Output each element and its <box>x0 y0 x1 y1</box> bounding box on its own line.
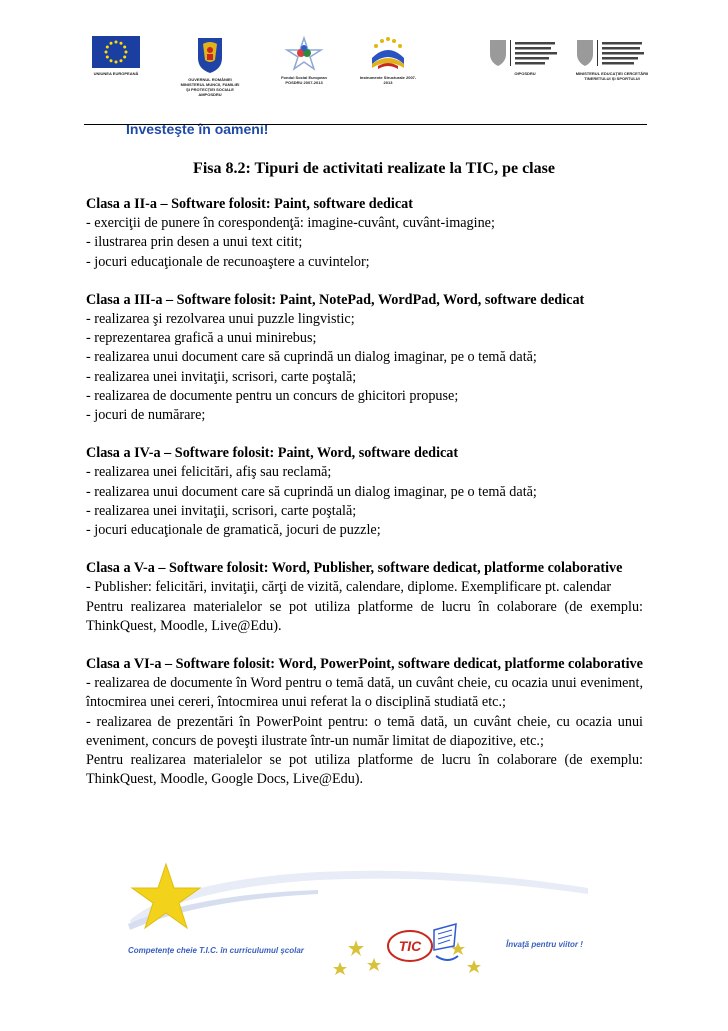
eu-flag-icon <box>92 36 140 68</box>
footer-banner <box>118 860 618 990</box>
header-divider <box>84 124 647 125</box>
section-heading: Clasa a IV-a – Software folosit: Paint, Word, software dedicat <box>86 445 459 462</box>
paragraph: Pentru realizarea materialelor se pot utiliza platforme de lucru în colaborare (de exemplu: ThinkQuest, Moodle, Google Docs, Live@Edu). <box>86 752 643 788</box>
star-icon <box>348 940 364 956</box>
list-item: - jocuri de numărare; <box>86 407 206 424</box>
list-item: - realizarea unui document care să cuprindă un dialog imaginar, pe o temă dată; <box>86 349 537 366</box>
section-clasa-5 <box>86 559 643 636</box>
list-item: - realizarea unei invitaţii, scrisori, carte poştală; <box>86 502 357 519</box>
section-heading: Clasa a VI-a – Software folosit: Word, PowerPoint, software dedicat, platforme colaborative <box>86 656 643 673</box>
document-body <box>86 195 643 808</box>
tic-logo-icon <box>388 924 458 961</box>
list-item: - Publisher: felicitări, invitaţii, cărţi de vizită, calendare, diplome. Exemplificare pt. calendar <box>86 579 612 596</box>
list-item: - realizarea unei invitaţii, scrisori, carte poştală; <box>86 368 357 385</box>
section-clasa-6 <box>86 655 643 789</box>
instrumente-structurale-logo-icon <box>366 36 410 72</box>
government-logo <box>180 36 240 97</box>
paragraph: Pentru realizarea materialelor se pot utiliza platforme de lucru în colaborare (de exemplu: ThinkQuest, Moodle, Live@Edu). <box>86 598 643 634</box>
logo-caption: UNIUNEA EUROPEANĂ <box>93 71 139 76</box>
logo-caption: OIPOSDRU <box>514 71 536 76</box>
section-heading: Clasa a III-a – Software folosit: Paint, NotePad, WordPad, Word, software dedicat <box>86 291 585 308</box>
list-item: - ilustrarea prin desen a unui text citit; <box>86 234 303 251</box>
star-icon <box>333 962 347 975</box>
instrumente-structurale-logo <box>358 36 418 85</box>
section-heading: Clasa a II-a – Software folosit: Paint, software dedicat <box>86 196 413 212</box>
list-item: - realizarea de prezentări în PowerPoint pentru: o temă dată, un cuvânt cheie, cu ocazia unui eveniment, concurs de poveşti ilustrate într-un număr limitat de diapozitive, etc.; <box>86 713 643 749</box>
ministry-crest-icon <box>573 36 651 68</box>
list-item: - jocuri educaţionale de recunoaştere a cuvintelor; <box>86 253 370 270</box>
section-clasa-2 <box>86 195 643 272</box>
section-clasa-3 <box>86 291 643 425</box>
eu-logo <box>92 36 140 76</box>
fse-star-logo-icon <box>284 36 324 72</box>
list-item: - realizarea unei felicitări, afiş sau reclamă; <box>86 464 332 481</box>
logo-caption: Instrumente Structurale 2007-2013 <box>359 75 417 85</box>
romania-coat-of-arms-icon <box>195 36 225 74</box>
star-icon <box>367 958 381 971</box>
list-item: - realizarea unui document care să cuprindă un dialog imaginar, pe o temă dată; <box>86 483 537 500</box>
list-item: - reprezentarea grafică a unui minirebus; <box>86 330 317 347</box>
fse-logo <box>275 36 333 85</box>
oiposdru-logo <box>485 36 565 76</box>
list-item: - jocuri educaţionale de gramatică, jocuri de puzzle; <box>86 522 381 539</box>
header-logos <box>80 36 650 106</box>
footer-right-text: Învaţă pentru viitor ! <box>506 940 583 949</box>
ministry-education-logo <box>572 36 652 81</box>
logo-caption: Fondul Social European POSDRU 2007-2013 <box>281 75 327 85</box>
tic-logo-text: TIC <box>398 938 422 954</box>
list-item: - exerciţii de punere în corespondenţă: imagine-cuvânt, cuvânt-imagine; <box>86 215 495 232</box>
star-icon <box>467 960 481 973</box>
slogan: Investeşte în oameni! <box>126 121 269 137</box>
list-item: - realizarea de documente pentru un concurs de ghicitori propuse; <box>86 387 459 404</box>
section-heading: Clasa a V-a – Software folosit: Word, Publisher, software dedicat, platforme colaborative <box>86 560 623 577</box>
logo-caption: MINISTERUL EDUCAŢIEI CERCETĂRII TINERETULUI ŞI SPORTULUI <box>575 71 649 81</box>
ministry-crest-icon <box>486 36 564 68</box>
section-clasa-4 <box>86 444 643 540</box>
footer-artwork <box>118 860 618 990</box>
list-item: - realizarea de documente în Word pentru o temă dată, un cuvânt cheie, cu ocazia unui eveniment, întocmirea unei cereri, întocmirea unui referat la o disciplină studiată etc.; <box>86 675 643 711</box>
list-item: - realizarea şi rezolvarea unui puzzle lingvistic; <box>86 311 355 328</box>
footer-left-text: Competenţe cheie T.I.C. în curriculumul şcolar <box>128 946 304 955</box>
logo-caption: GUVERNUL ROMÂNIEI MINISTERUL MUNCII, FAMILIEI ŞI PROTECŢIEI SOCIALE AMPOSDRU <box>180 77 240 97</box>
page-title: Fisa 8.2: Tipuri de activitati realizate la TIC, pe clase <box>193 160 555 177</box>
